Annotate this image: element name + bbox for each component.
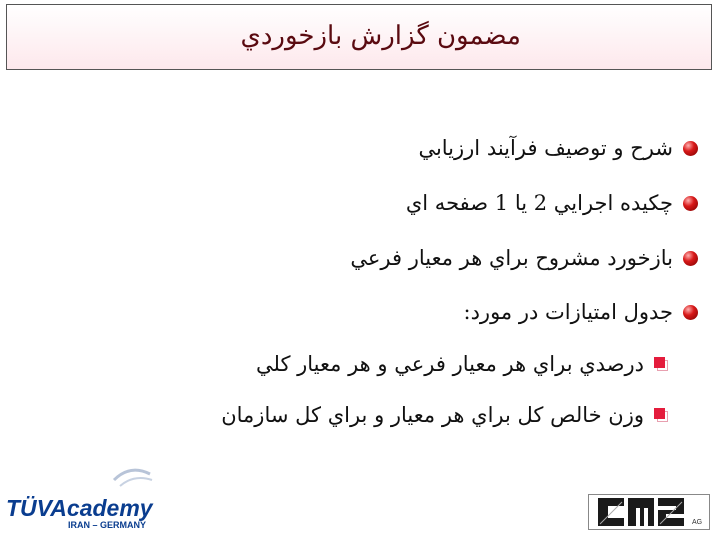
red-ball-bullet-icon — [683, 141, 698, 156]
red-ball-bullet-icon — [683, 196, 698, 211]
list-item — [406, 187, 698, 219]
square-bullet-icon — [654, 408, 668, 422]
logo-subtitle: IRAN – GERMANY — [68, 520, 147, 530]
bullet-text: شرح و توصيف فرآيند ارزيابي — [418, 136, 673, 160]
list-item — [350, 242, 698, 274]
title-bar — [6, 4, 712, 70]
logo-wordmark: TÜVAcademy — [6, 495, 153, 521]
sub-list-item — [256, 348, 668, 380]
bullet-text: چكيده اجرايي 2 يا 1 صفحه اي — [405, 191, 673, 215]
bullet-text: درصدي براي هر معيار فرعي و هر معيار كلي — [256, 352, 644, 376]
tuv-academy-logo — [2, 466, 172, 532]
logo-suffix: AG — [692, 519, 703, 526]
red-ball-bullet-icon — [683, 251, 698, 266]
bullet-text: جدول امتيازات در مورد: — [463, 300, 673, 324]
red-ball-bullet-icon — [683, 305, 698, 320]
list-item — [464, 296, 699, 328]
bullet-text: وزن خالص كل براي هر معيار و براي كل سازمان — [221, 403, 644, 427]
sub-list-item — [221, 399, 668, 431]
list-item — [418, 132, 698, 164]
bullet-text: بازخورد مشروح براي هر معيار فرعي — [350, 246, 673, 270]
cms-logo — [588, 494, 710, 530]
slide-title: مضمون گزارش بازخوردي — [240, 21, 521, 51]
square-bullet-icon — [654, 357, 668, 371]
